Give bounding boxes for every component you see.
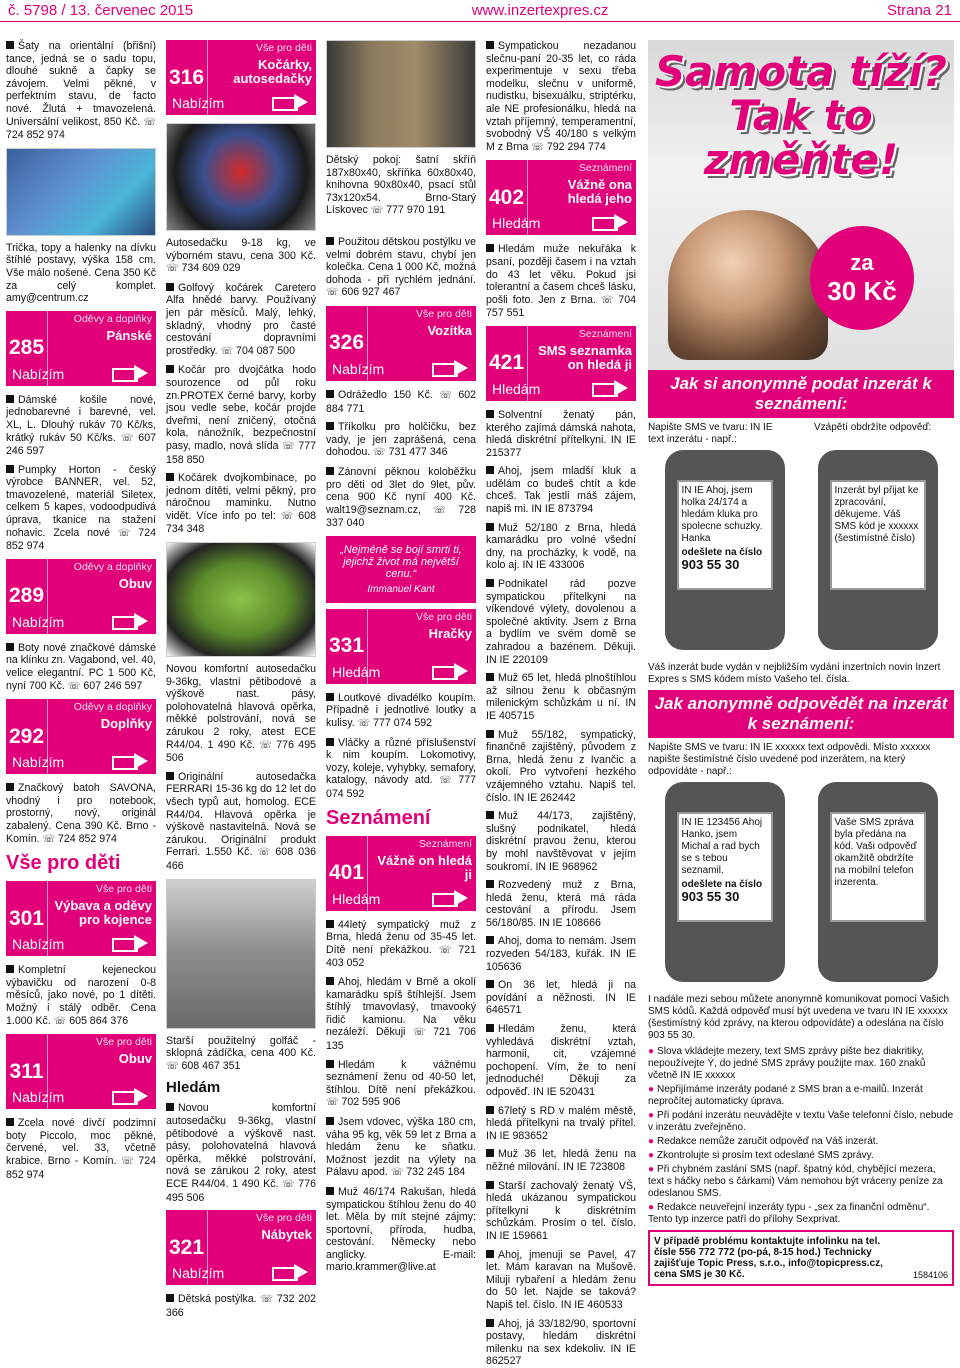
phone-icon: ☏	[433, 504, 446, 516]
section-header-285	[6, 311, 156, 386]
sms-ad: Solventní ženatý pán, kterého zajímá dámská nahota, hledá diskrétní přítelkyni. IN IE 215377	[486, 408, 636, 459]
sms-ad: Hledám ženu, která vyhledává diskrétní vztah, harmonii, cit, vzájemné pochopení. Vím, že to není jednoduché! Děkuji za odpověď. IN IE 520431	[486, 1023, 636, 1098]
photo-green-seat	[166, 542, 316, 657]
quote-box: „Nejméně se bojí smrti ti, jejichž život má největší cenu.“ Immanuel Kant	[326, 536, 476, 603]
bullet-icon	[326, 693, 334, 701]
phone-receive-reply	[818, 782, 938, 982]
ad-puppet-theatre: Loutkové divadélko koupím. Případně i jednotlivé loutky a kulisy. ☏ 777 074 592	[326, 691, 476, 730]
section-title-dating: Seznámení	[326, 806, 431, 829]
sms-ad: Podnikatel rád pozve sympatickou přítelkyni na víkendové výlety, dovolenou a společné aktivity. Jsem z Brna a bydlím ve svém domě se zahradou a bazénem. Děkuji. IN IE 220109	[486, 578, 636, 666]
bullet-icon	[326, 422, 334, 430]
rule-item: ● Redakce neuveřejní inzeráty typu - „sex za finanční odměnu“. Tento typ inzerce patří do přílohy Sexprivat.	[648, 1202, 954, 1226]
category-name: Vše pro děti	[95, 1036, 152, 1049]
section-header-421	[486, 326, 636, 401]
offer-kind: Hledám	[332, 890, 381, 907]
sms-ad: Ahoj, já 33/182/90, sportovní postavy, hledám diskrétní milenku na sex kdekoliv. IN IE 862527	[486, 1317, 636, 1368]
subcategory-name: Hračky	[428, 625, 472, 641]
column-1	[6, 40, 156, 1316]
category-number: 311	[6, 1034, 48, 1109]
ad-dating-4: Jsem vdovec, výška 180 cm, váha 95 kg, věk 59 let z Brna a hledám ženu ke sňatku. Možnost jezdit na výlety na Pálavu apod. ☏ 732 245 184	[326, 1115, 476, 1179]
ad-twin-pram: Kočár pro dvojčátka hodo sourozence od půl roku zn.PROTEX černé barvy, korby jsou vedle sebe, kočár projde dveřmi, není zničený, otočná kola, nánožník, bezpečnostní pasy, madlo, nová slída ☏ 777 158 850	[166, 364, 316, 466]
column-3	[326, 40, 476, 1316]
reply-confirm: Vaše SMS zpráva byla předána na kód. Vaši odpověď okamžitě obdržíte na mobilní telefon inzerenta.	[834, 817, 917, 888]
phone-icon: ☏	[438, 944, 452, 956]
subcategory-name: Vážně on hledá ji	[377, 852, 472, 882]
bullet-icon	[6, 783, 14, 791]
offer-kind: Nabízím	[332, 360, 385, 377]
offer-kind: Nabízím	[12, 936, 65, 953]
section-header-301	[6, 881, 156, 956]
bullet-icon	[486, 410, 494, 418]
bullet-icon	[326, 390, 334, 398]
phone-icon: ☏	[357, 718, 371, 730]
bullet-icon	[166, 772, 174, 780]
column-4	[486, 40, 636, 1368]
rule-item: ● Redakce nemůže zaručit odpověď na Váš inzerát.	[648, 1136, 954, 1148]
sms-ad: Ahoj, jmenuji se Pavel, 47 let. Mám karavan na Mušově. Miluji rybaření a hledám ženu do 50 let. Najde se taková? Napiš tel. číslo. IN IE 460533	[486, 1248, 636, 1311]
phone-icon: ☏	[67, 680, 81, 692]
subcategory-name: Výbava a oděvy pro kojence	[54, 898, 152, 928]
category-name: Seznámení	[578, 327, 632, 340]
ad-scooter: Zánovní pěknou koloběžku pro děti od 3let do 9let, pův. cena 900 Kč nyní 400 Kč. walt19@seznam.cz, ☏ 728 337 040	[326, 465, 476, 530]
bullet-icon	[486, 936, 494, 944]
subcategory-name: Vozítka	[427, 322, 472, 338]
arrow-icon	[112, 936, 150, 950]
bullet-icon	[326, 1060, 334, 1068]
bullet-icon	[486, 980, 494, 988]
bullet-icon	[486, 41, 494, 49]
subcategory-name: Obuv	[118, 1051, 152, 1067]
section-header-402	[486, 160, 636, 235]
phone-screen	[830, 480, 926, 590]
banner-how-to-post: Jak si anonymně podat inzerát k seznámení:	[648, 370, 954, 418]
phone-icon: ☏	[282, 440, 295, 452]
ad-pants: Pumpky Horton - český výrobce BANNER, vel. 52, tmavozelené, materiál Siletex, celkem 5 kapes, vodoodpudivá úprava, tkanice na stažení nohavic. Zcela nové ☏ 724 852 974	[6, 463, 156, 553]
phone-icon: ☏	[531, 141, 544, 153]
bullet-icon	[326, 977, 334, 985]
photo-shirts	[6, 148, 156, 236]
category-number: 331	[326, 609, 368, 684]
bullet-icon	[486, 1106, 494, 1114]
phone-icon: ☏	[121, 1155, 134, 1167]
subcategory-name: Doplňky	[100, 716, 152, 732]
note-publish: Váš inzerát bude vydán v nejbližším vydání inzertních novin Inzert Expres s SMS kódem místo Vašeho tel. čísla.	[648, 662, 941, 685]
bullet-icon	[486, 579, 494, 587]
ad-boots: Boty nové značkové dámské na klínku zn. Vagabond, vel. 40, velice elegantní. PC 1 500 Kč, nyní 700 Kč. ☏ 607 246 597	[6, 641, 156, 692]
ad-used-crib: Použitou dětskou postýlku ve velmi dobrém stavu, chybí jen kolečka. Cena 1 000 Kč, možná dohoda - při rychlém jednání. ☏ 606 927 467	[326, 235, 476, 299]
reply-example: Inzerát byl přijat ke zpracování, děkujeme. Váš SMS kód je xxxxxx (šestimístné číslo)	[834, 485, 919, 544]
arrow-icon	[272, 1265, 310, 1279]
step-receive: Vzápětí obdržíte odpověď:	[814, 422, 932, 433]
sms-ad: Ahoj, doma to nemám. Jsem rozveden 54/183, kuřák. IN IE 105636	[486, 935, 636, 973]
sms-example: IN IE Ahoj, jsem holka 24/174 a hledám kluka pro spolecne schuzky. Hanka	[681, 485, 763, 544]
category-number: 321	[166, 1210, 208, 1285]
section-header-316	[166, 40, 316, 115]
category-number: 402	[486, 160, 528, 235]
bullet-icon	[326, 738, 334, 746]
column-2	[166, 40, 316, 1319]
bullet-icon	[6, 465, 14, 473]
ad-pram-combo: Kočárek dvojkombinace, po jednom dítěti, velmi pěkný, pro náročnou maminku. Nutno vidět. Více info po tel: ☏ 608 734 348	[166, 472, 316, 536]
section-header-292	[6, 699, 156, 774]
arrow-icon	[272, 95, 310, 109]
arrow-icon	[112, 366, 150, 380]
banner-how-to-reply: Jak anonymně odpovědět na inzerát k seznámení:	[648, 690, 954, 738]
phone-send-reply	[665, 782, 785, 982]
arrow-icon	[432, 891, 470, 905]
headline-1: Samota tíží?	[655, 47, 947, 96]
photo-buggy	[166, 879, 316, 1029]
ad-balance-bike: Odrážedlo 150 Kč. ☏ 602 884 771	[326, 388, 476, 415]
rule-item: ● Při podání inzerátu neuvádějte v textu Vaše telefonní číslo, nebude v inzerátu zveřejněno.	[648, 1110, 954, 1134]
phone-send	[665, 450, 785, 650]
bullet-icon	[166, 283, 174, 291]
section-header-401	[326, 836, 476, 911]
bullet-icon	[326, 237, 334, 245]
bullet-icon	[166, 1103, 174, 1111]
ad-shirts: Dámské košile nové, jednobarevné i barevné, vel. XL, L. Dlouhý rukáv 70 Kč/ks, krátký rukáv 50 Kč/ks. ☏ 607 246 597	[6, 393, 156, 458]
ad-dating-1: 44letý sympatický muž z Brna, hledá ženu od 35-45 let. Dítě není překážkou. ☏ 721 403 052	[326, 918, 476, 970]
ad-dating-top: Sympatickou nezadanou slečnu-paní 20-35 let, co ráda experimentuje v sexu třeba modelku, slečnu v uniformě, nudistku, bisexuálku, striptérku, ale NE profesionálku, hledá na vztah příjemný, temperamentní, svobodný VŠ 40/180 s velkým M z Brna ☏ 792 294 774	[486, 40, 636, 153]
ad-car-seat: Autosedačku 9-18 kg, ve výborném stavu, cena 300 Kč. ☏ 734 609 029	[166, 237, 316, 275]
phone-icon: ☏	[280, 510, 294, 522]
bullet-icon	[486, 811, 494, 819]
phone-receive	[818, 450, 938, 650]
category-name: Seznámení	[418, 837, 472, 850]
bullet-icon	[486, 523, 494, 531]
category-number: 316	[166, 40, 208, 115]
headline-2: Tak to změňte!	[703, 91, 899, 184]
promo-hero	[648, 40, 954, 370]
ad-old-buggy: Starší použitelný golfáč - sklopná zádíčka, cena 400 Kč. ☏ 608 467 351	[166, 1034, 316, 1072]
phone-icon: ☏	[143, 116, 156, 128]
steps-post	[648, 422, 954, 446]
offer-kind: Hledám	[332, 663, 381, 680]
phone-icon: ☏	[42, 833, 56, 845]
section-header-326	[326, 306, 476, 381]
bullet-icon	[6, 643, 14, 651]
offer-kind: Nabízím	[12, 613, 65, 630]
phone-icon: ☏	[260, 1294, 273, 1306]
subcategory-name: Pánské	[106, 327, 152, 343]
bullet-icon	[486, 880, 494, 888]
sms-ad: Muž 36 let, hledá ženu na něžné milování. IN IE 723808	[486, 1148, 636, 1173]
phone-icon: ☏	[120, 432, 134, 444]
arrow-icon	[592, 381, 630, 395]
phones-row-2	[648, 782, 954, 992]
bullet-icon	[486, 1181, 494, 1189]
section-title-kids: Vše pro děti	[6, 852, 121, 875]
phone-icon: ☏	[326, 1097, 339, 1109]
section-header-289	[6, 559, 156, 634]
bullet-icon	[166, 1294, 174, 1302]
bullet-icon	[6, 1118, 14, 1126]
step-write-sms: Napište SMS ve tvaru: IN IE text inzerátu - např.:	[648, 422, 773, 445]
issue-number: č. 5798 / 13. červenec 2015	[8, 2, 194, 19]
sms-ad: Starší zachovalý ženatý VŠ, hledá ukázanou sympatickou přítelkyni k diskrétním schůzkám. Prosím o tel. číslo. IN IE 159661	[486, 1179, 636, 1242]
ad-crib: Dětská postýlka. ☏ 732 202 366	[166, 1293, 316, 1319]
category-name: Oděvy a doplňky	[73, 701, 152, 714]
category-number: 301	[6, 881, 48, 956]
quote-author: Immanuel Kant	[367, 583, 435, 595]
rule-item: ● Nepřijímáme inzeráty podané z SMS bran a e-mailů. Inzerát nepročítej automaticky úprava.	[648, 1084, 954, 1108]
sms-ad: 67letý s RD v malém městě, hledá přítelkyni na trvalý přítel. IN IE 983652	[486, 1104, 636, 1142]
section-header-331	[326, 609, 476, 684]
sms-ads-list	[486, 409, 636, 1368]
bullet-icon	[166, 473, 174, 481]
category-number: 292	[6, 699, 48, 774]
phone-icon: ☏	[259, 739, 272, 751]
sms-ad: Muž 65 let, hledá plnoštíhlou až silnou ženu k občasným milenickým schůzkám u ní. IN IE 405715	[486, 672, 636, 722]
category-name: Seznámení	[578, 162, 632, 175]
phone-icon: ☏	[439, 775, 452, 787]
offer-kind: Nabízím	[172, 95, 225, 111]
page-number: Strana 21	[886, 2, 952, 19]
rule-item: ● Slova vkládejte mezery, text SMS zprávy pište bez diakritiky, nepoužívejte Ý, do jedné SMS zprávy použijte max. 160 znaků včetně IN IE xxxxxx	[648, 1046, 954, 1082]
phone-icon: ☏	[117, 527, 131, 539]
offer-kind: Hledám	[492, 380, 541, 397]
ad-nonsmoker: Hledám muže nekuřáka k psaní, později časem i na vztah do 43 let věku. Pokud jsi tolerantní a časem chceš lásku, pošli foto. Jen z Brna. ☏ 704 757 551	[486, 243, 636, 320]
phone-icon: ☏	[166, 263, 179, 275]
subcategory-name: Nábytek	[261, 1227, 312, 1243]
step-reply: Napište SMS ve tvaru: IN IE xxxxxx text odpovědi. Místo xxxxxx napište šestimístné číslo uvedené pod inzerátem, na který odpovídáte - např.:	[648, 742, 931, 777]
sms-ad: Muž 55/182, sympatický, finančně zajištěný, původem z Brna, hledá ženu z Ivančic a okolí. Pro vytvoření hezkého vzájemného vztahu. Napiš tel. číslo. IN IE 262442	[486, 728, 636, 804]
photo-wardrobe	[326, 40, 476, 148]
footer-contact: V případě problému kontaktujte infolinku na tel. čísle 556 772 772 (po-pá, 8-15 hod.) Technicky zajišťuje Topic Press, s.r.o., info@topicpress.cz, cena SMS je 30 Kč. 1584106	[648, 1230, 954, 1286]
category-name: Vše pro děti	[415, 610, 472, 623]
bullet-icon	[326, 467, 334, 475]
phones-row-1	[648, 450, 954, 660]
category-number: 289	[6, 559, 48, 634]
ad-baby-clothes: Kompletní kejeneckou výbavičku od narození 0-8 měsíců, jako nové, po 1 dítěti. Možný i stálý odběr. Cena 1.000 Kč. ☏ 605 864 376	[6, 964, 156, 1027]
ad-trains: Vláčky a různé příslušenství k nim koupím. Lokomotivy, vozy, koleje, vyhybky, semafory, katalogy, návody atd. ☏ 777 074 592	[326, 736, 476, 801]
price-badge: za 30 Kč	[810, 226, 914, 330]
phone-icon: ☏	[166, 1060, 179, 1072]
offer-kind: Nabízím	[12, 754, 65, 771]
phone-screen	[677, 812, 773, 922]
page-header	[0, 0, 960, 22]
sms-number: 903 55 30	[681, 889, 740, 904]
column-5-sms-promo	[648, 40, 954, 1316]
category-number: 285	[6, 311, 48, 386]
sms-ad: On 36 let, hledá ji na povídání a něžnosti. IN IE 646571	[486, 979, 636, 1017]
section-header-321	[166, 1210, 316, 1285]
ad-stroller: Golfový kočárek Caretero Alfa hnědé barvy. Používaný jen pár měsíců. Malý, lehký, skladný, vhodný pro časté cestování dopravními prostředky. ☏ 704 087 500	[166, 281, 316, 357]
note-communicate: I nadále mezi sebou můžete anonymně komunikovat pomocí Vašich SMS kódů. Každá odpověď musí být uvedena ve tvaru IN IE xxxxxx (šestimístný kód zprávy, na kterou odpovídáte) a odeslána na číslo 903 55 30.	[648, 994, 950, 1041]
phone-icon: ☏	[370, 205, 384, 217]
offer-kind: Nabízím	[12, 1089, 65, 1106]
phone-icon: ☏	[257, 847, 271, 859]
phone-icon: ☏	[53, 1015, 67, 1027]
sms-ad: Muž 52/180 z Brna, hledá kamarádku pro volné všední dny, na procházky, k vodě, na kolo aj. IN IE 433006	[486, 521, 636, 572]
bullet-icon	[486, 244, 494, 252]
ad-tshirts: Trička, topy a halenky na dívku štíhlé postavy, výška 158 cm. Vše málo nošené. Cena 350 Kč za celý komplet. amy@centrum.cz	[6, 241, 156, 305]
bullet-icon	[6, 965, 14, 973]
send-label: odešlete na číslo	[681, 547, 763, 558]
bullet-icon	[486, 673, 494, 681]
ad-ferrari-seat: Originální autosedačka FERRARI 15-36 kg do 12 let do všech typů aut, homolog. ECE R44/04. Hlavová opěrka je výškově nastavitelná. Nová se zárukou. Originální produkt Ferrari. 1.550 Kč. ☏ 608 036 466	[166, 770, 316, 872]
arrow-icon	[112, 754, 150, 768]
sms-number: 903 55 30	[681, 557, 740, 572]
section-header-311	[6, 1034, 156, 1109]
phone-icon: ☏	[326, 287, 339, 299]
category-name: Vše pro děti	[95, 883, 152, 896]
bullet-icon	[6, 395, 14, 403]
phone-screen	[830, 812, 926, 922]
rule-item: ● Zkontrolujte si prosím text odeslané SMS zprávy.	[648, 1150, 954, 1162]
phone-icon: ☏	[373, 447, 386, 459]
bullet-icon	[486, 466, 494, 474]
woman-photo	[668, 210, 828, 360]
photo-car-seat	[166, 123, 316, 231]
offer-kind: Hledám	[492, 215, 541, 232]
bullet-icon	[6, 41, 14, 49]
phone-icon: ☏	[220, 345, 234, 357]
offer-kind: Nabízím	[12, 365, 65, 382]
site-url[interactable]: www.inzertexpres.cz	[471, 2, 609, 19]
category-name: Vše pro děti	[415, 307, 472, 320]
phone-screen	[677, 480, 773, 590]
sms-reply-example: IN IE 123456 Ahoj Hanko, jsem Michal a rad bych se s tebou seznamil.	[681, 817, 763, 876]
phone-icon: ☏	[390, 1167, 404, 1179]
arrow-icon	[592, 215, 630, 229]
sms-ad: Ahoj, jsem mladší kluk a udělám co budeš chtít a kde chceš. Tak jestli máš zájem, napiš mi. IN IE 873794	[486, 465, 636, 516]
category-name: Vše pro děti	[255, 1212, 312, 1225]
ad-dating-3: Hledám k vážnému seznámení ženu od 40-50 let, štíhlou. Dítě není překážkou. ☏ 702 595 906	[326, 1058, 476, 1109]
category-number: 326	[326, 306, 368, 381]
subcategory-name: Kočárky, autosedačky	[233, 57, 312, 86]
ad-backpack: Značkový batoh SAVONA, vhodný i pro notebook, prostorný, nový, originál zabalený. Cena 390 Kč. Brno - Komín. ☏ 724 852 974	[6, 782, 156, 845]
offer-kind: Nabízím	[172, 1265, 225, 1282]
arrow-icon	[112, 1089, 150, 1103]
arrow-icon	[432, 361, 470, 375]
category-number: 401	[326, 836, 368, 911]
ad-kids-shoes: Zcela nové dívčí podzimní boty Piccolo, moc pěkné, červené, vel. 33, včetně krabice. Brno - Komín. ☏ 724 852 974	[6, 1117, 157, 1181]
ad-dating-2: Ahoj, hledám v Brně a okolí kamarádku spíš štíhlejší. Jsem štíhlý tmavovlasý, tmavooký řidič kamionu. Na věku nezáleží. Děkuji ☏ 721 706 135	[326, 976, 476, 1052]
bullet-icon	[486, 1319, 494, 1327]
subcategory-name: Vážně ona hledá jeho	[567, 177, 632, 207]
bullet-icon	[326, 1117, 334, 1125]
phone-icon: ☏	[412, 1027, 426, 1039]
category-name: Vše pro děti	[255, 42, 312, 54]
rules-list	[648, 1046, 954, 1226]
bullet-icon	[326, 920, 334, 928]
ad-dating-5: Muž 46/174 Rakušan, hledá sympatickou štíhlou ženu do 40 let. Měla by mít stejné zájmy: sportovní, příroda, hudba, cestování. Německy nebo anglicky. E-mail: mario.krammer@live.at	[326, 1185, 476, 1274]
phone-icon: ☏	[282, 1178, 295, 1190]
arrow-icon	[432, 664, 470, 678]
rule-item: ● Při chybném zaslání SMS (např. špatný kód, chybějící mezera, text s háčky nebo s čárkami) Vám nemohou být vráceny peníze za odeslanou SMS.	[648, 1164, 954, 1200]
subcategory-name: Obuv	[118, 575, 152, 591]
send-label: odešlete na číslo	[681, 879, 763, 890]
ad-want-seat: Novou komfortní autosedačku 9-36kg, vlastní pětibodové a výškově nast. pásy, polohovatelná hlavová opěrka, měkké polstrování, nová se zárukou 2 roky, atest ECE R44/04. 1 490 Kč. ☏ 776 495 506	[166, 1102, 316, 1204]
category-name: Oděvy a doplňky	[73, 312, 152, 325]
sms-ad: Muž 44/173, zajištěný, slušný podnikatel, hledá diskrétní pravou ženu, kterou by mohl navštěvovat v jejím soukromí. IN IE 968962	[486, 810, 636, 873]
bullet-icon	[486, 1250, 494, 1258]
ad-kids-room: Dětský pokoj: šatní skříň 187x80x40, skříňka 60x80x40, knihovna 90x80x40, psací stůl 73x120x54. Brno-Starý Lískovec ☏ 777 970 191	[326, 154, 476, 217]
ad-tricycle: Tříkolku pro holčičku, bez vady, je jen zaprášená, cena dohodou. ☏ 731 477 346	[326, 421, 476, 459]
bullet-icon	[486, 1024, 494, 1032]
ad-dance-dress: Šaty na orientální (břišní) tance, jedná se o sadu topu, dlouhé sukně a čapky se závojem. Velmi pěkné, v perfektním stavu, de facto nové. Žlutá + tmavozelená. Universální velikost, 850 Kč. ☏ 724 852 974	[6, 40, 156, 142]
label-hledam: Hledám	[166, 1079, 221, 1097]
ad-comfort-seat: Novou komfortní autosedačku 9-36kg, vlastní pětibodové a výškově nast. pásy, polohovatelná hlavová opěrka, měkké polstrování, nová se zárukou 2 roky, atest ECE R44/04. 1 490 Kč. ☏ 776 495 506	[166, 663, 316, 765]
phone-icon: ☏	[439, 389, 452, 401]
bullet-icon	[486, 730, 494, 738]
sms-ad: Rozvedený muž z Brna, hledá ženu, která má ráda cestování a přírodu. Jsem 56/180/85. IN IE 108666	[486, 879, 636, 929]
category-name: Oděvy a doplňky	[73, 560, 152, 573]
arrow-icon	[112, 614, 150, 628]
bullet-icon	[486, 1149, 494, 1157]
category-number: 421	[486, 326, 528, 401]
bullet-icon	[326, 1187, 334, 1195]
ad-code: 1584106	[912, 1270, 948, 1280]
phone-icon: ☏	[600, 294, 614, 306]
subcategory-name: SMS seznamka on hledá ji	[538, 342, 632, 372]
bullet-icon	[166, 365, 174, 373]
